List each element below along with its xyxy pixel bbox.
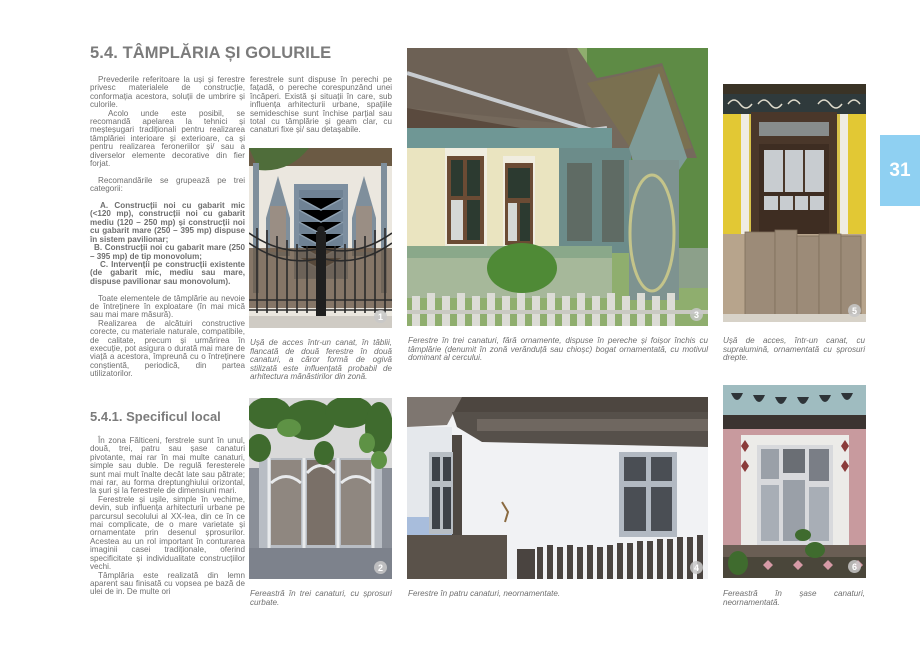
photo-5-door-yellow-walls [723,84,866,322]
photo-1-caption: Ușă de acces într-un canat, în tăblii, flancată de două ferestre în două canaturi, a căror formă de ogivă stilizată este influențată probabil de arhitectura mănăstirilor din zonă. [250,338,392,382]
paragraph: Toate elementele de tâmplărie au nevoie de întreținere în exploatare (în mai mică sau mai mare măsură). [90,293,245,320]
paragraph: Acolo unde este posibil, se recomandă apelarea la tehnici și meșteșugari tradiționali pentru realizarea tâmplăriei interioare și exterioare, ca și pentru realizarea feroneriilor și/ sau a diverselor elemente decorative din fier forjat. [90,108,245,169]
column1-text-top [90,76,245,379]
photo-number-badge: 5 [848,304,861,317]
category-b: B. Construcții noi cu gabarit mare (250 – 395 mp) de tip monovolum; [90,243,245,261]
paragraph: ferestrele sunt dispuse în perechi pe fațadă, o pereche corespunzând unei încăperi. Există și situații în care, sub influența arhitecturii urbane, spațiile semideschise sunt închise parțial sau total cu tâmplărie și geam clar, cu canaturi fixe și/ sau detașabile. [250,75,392,135]
photo-4-caption: Ferestre în patru canaturi, neornamentate. [408,589,561,598]
door-yellow-illustration [723,84,866,322]
paragraph: Prevederile referitoare la uși și ferestre privesc materialele de construcție, conformația acestora, soluții de umbrire și culorile. [90,75,245,110]
photo-number-badge: 6 [848,560,861,573]
page-number-tab: 31 [880,135,920,206]
photo-3-house-porch [407,48,708,326]
subsection-title: 5.4.1. Specificul local [90,409,221,424]
paragraph: Ferestrele și ușile, simple în vechime, devin, sub influența arhitecturii urbane pe parcursul secolului al XX-lea, din ce în ce mai complicate, de o mare varietate și ornamentate prin desenul șprosurilor. Acestea au un rol important în conturarea imaginii casei tradiționale, oferind specificitate și individualitate construcțiilor vechi. [90,494,245,572]
category-a: A. Construcții noi cu gabarit mic (<120 mp), construcții noi cu gabarit mediu (120 – 250 mp) și construcții noi cu gabarit mare (250 – 395 mp) dispuse în sistem pavilionar; [90,201,245,244]
category-c: C. Intervenții pe construcții existente (de gabarit mic, mediu sau mare, dispuse pavilionar sau monovolum). [90,259,245,286]
column2-text [250,76,392,135]
photo-number-badge: 2 [374,561,387,574]
white-wall-illustration [407,397,708,579]
photo-5-caption: Ușă de acces, într-un canat, cu supralumină, ornamentată cu șprosuri drepte. [723,336,865,363]
paragraph: În zona Fălticeni, ferstrele sunt în unul, două, trei, patru sau șase canaturi pivotante, mai rar în mai multe canaturi, simple sau duble. De regulă feresterele sunt mai mult înalte decât late sau pătrate; mai rar, au forma dreptunghiului orizontal, la șuri și la ferestrele de dimensiuni mari. [90,436,245,496]
photo-number-badge: 1 [374,310,387,323]
photo-6-caption: Fereastră în șase canaturi, neornamentată. [723,589,865,607]
column1-text-bottom [90,437,245,597]
photo-number-badge: 3 [690,308,703,321]
section-title: 5.4. TÂMPLĂRIA ȘI GOLURILE [90,44,332,62]
photo-4-white-wall-windows [407,397,708,579]
photo-6-six-pane-window [723,385,866,578]
curved-window-illustration [249,398,392,579]
photo-1-door-with-fence [249,148,392,328]
door-fence-illustration [249,148,392,328]
photo-2-curved-window [249,398,392,579]
photo-number-badge: 4 [690,561,703,574]
house-porch-illustration [407,48,708,326]
paragraph: Realizarea de alcătuiri constructive corecte, cu materiale naturale, compatibile, de calitate, precum și urmărirea în execuție, pot asigura o durată mai mare de viață a acestora, împreună cu o întreținere conștientă, periodică, din partea utilizatorilor. [90,318,245,379]
photo-2-caption: Fereastră în trei canaturi, cu șprosuri curbate. [250,589,392,607]
six-pane-window-illustration [723,385,866,578]
paragraph: Tâmplăria este realizată din lemn aparent sau finisată cu vopsea pe bază de ulei de in. De multe ori [90,570,245,597]
paragraph: Recomandările se grupează pe trei categorii: [90,175,245,194]
photo-3-caption: Ferestre în trei canaturi, fără ornamente, dispuse în pereche și foișor închis cu tâmplărie (denumit în zonă verănduță sau chioșc) bogat ornamentată, cu motivul dominant al cercului. [408,336,708,363]
